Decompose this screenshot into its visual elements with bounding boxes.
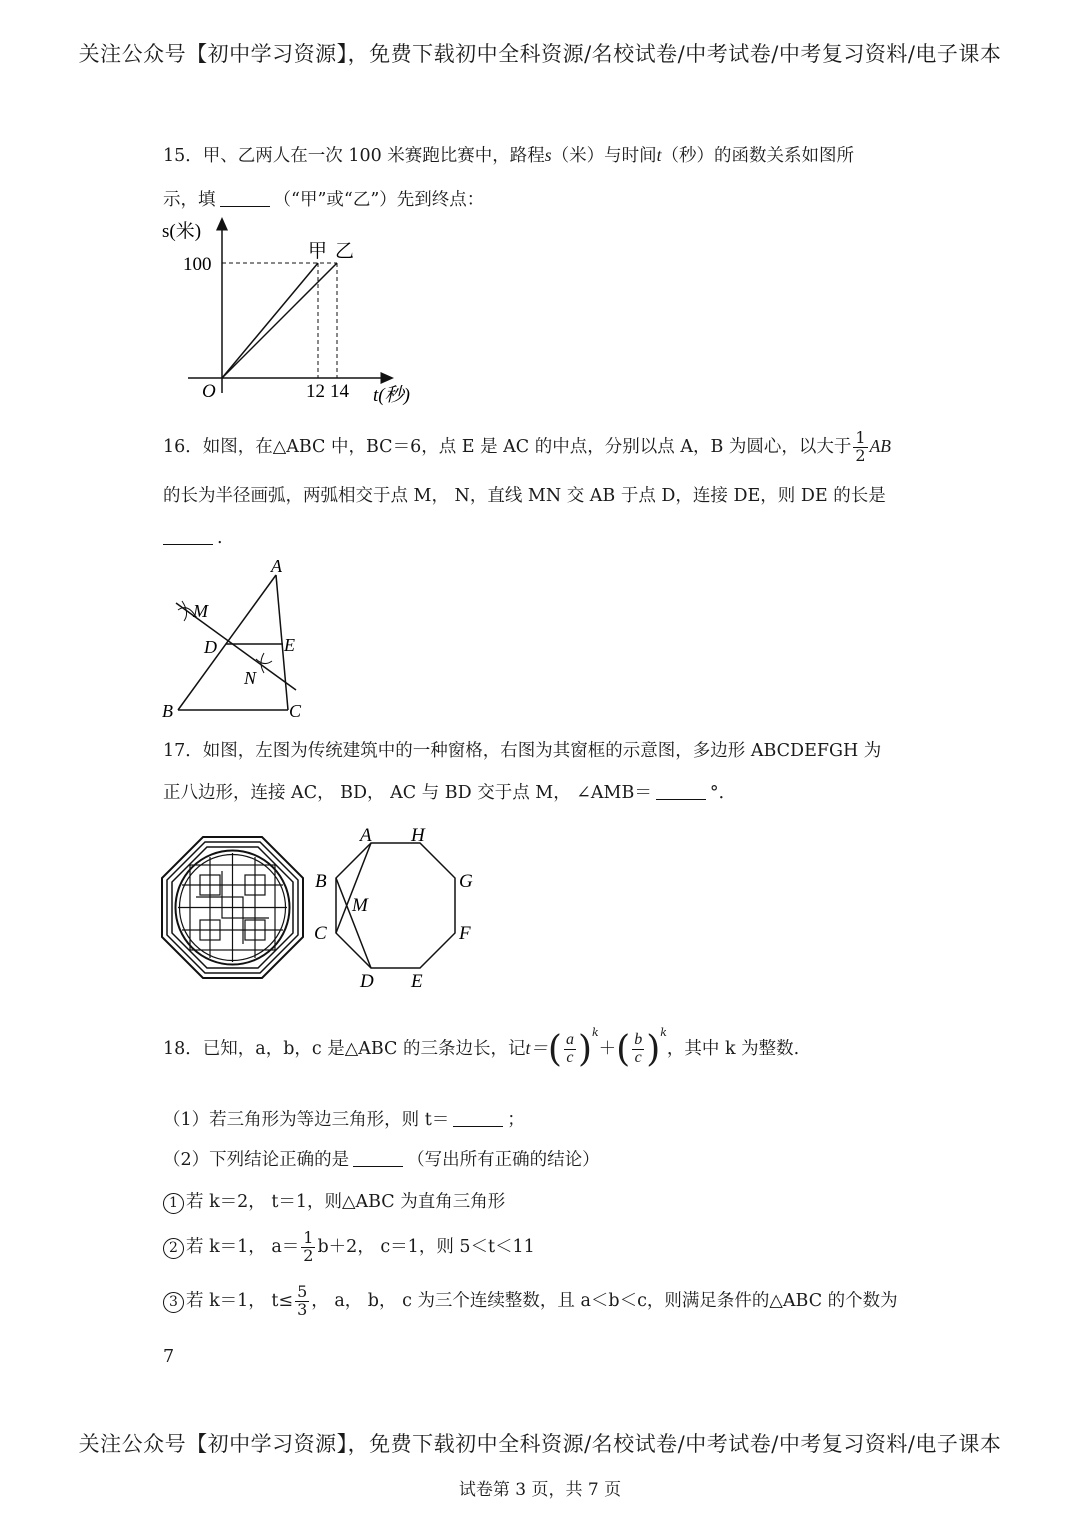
answer-blank bbox=[353, 1166, 403, 1167]
x-tick-12: 12 bbox=[306, 381, 325, 402]
line-jia bbox=[222, 263, 318, 378]
q18-intro: 18．已知，a，b，c 是△ABC 的三条边长，记t＝( $\frac{a}{c}$ )$^k$＋( $\frac{b}{c}$ )$^k$，其中 k 为整数. bbox=[163, 1026, 800, 1070]
x-axis-label: t(秒) bbox=[373, 385, 410, 406]
q18-choice-3-tail: 7 bbox=[163, 1347, 175, 1367]
fraction-half: $\frac{1}{2}$ bbox=[855, 428, 866, 465]
label-C: C bbox=[314, 923, 327, 944]
circled-number-2: 2 bbox=[163, 1238, 184, 1259]
top-banner: 关注公众号【初中学习资源】，免费下载初中全科资源/名校试卷/中考试卷/中考复习资料/电子课本 bbox=[78, 42, 1002, 66]
window-lattice-image bbox=[160, 835, 305, 980]
label-F: F bbox=[459, 923, 471, 944]
origin-label: O bbox=[202, 381, 216, 402]
q16-line2: 的长为半径画弧，两弧相交于点 M， N，直线 MN 交 AB 于点 D，连接 DE，则 DE 的长是 bbox=[163, 486, 886, 506]
label-H: H bbox=[411, 825, 425, 846]
label-M: M bbox=[193, 601, 208, 621]
octagon-figure bbox=[310, 825, 485, 995]
label-B: B bbox=[162, 701, 173, 721]
q18-choice-1: 1 若 k＝2， t＝1，则△ABC 为直角三角形 bbox=[163, 1188, 505, 1214]
q16-figure bbox=[160, 555, 320, 725]
q18-part1: （1）若三角形为等边三角形，则 t＝ ； bbox=[163, 1110, 525, 1130]
diagonal-AC bbox=[336, 843, 371, 933]
q18-choice-2: 2 若 k＝1， a＝ $\frac{1}{2}$ b＋2， c＝1，则 5＜t＜11 bbox=[163, 1230, 535, 1265]
q16-line1: 16．如图，在△ABC 中，BC＝6，点 E 是 AC 的中点，分别以点 A，B 为圆心，以大于 $\frac{1}{2}$ AB bbox=[163, 428, 891, 465]
bottom-banner: 关注公众号【初中学习资源】，免费下载初中全科资源/名校试卷/中考试卷/中考复习资料/电子课本 bbox=[78, 1432, 1002, 1456]
label-A: A bbox=[271, 556, 282, 576]
q15-line2: 示，填 （“甲”或“乙”）先到终点： bbox=[163, 190, 485, 210]
label-A: A bbox=[360, 825, 372, 846]
q15-graph bbox=[150, 215, 450, 415]
q17-line2: 正八边形，连接 AC， BD， AC 与 BD 交于点 M， ∠AMB＝ °． bbox=[163, 783, 737, 803]
label-B: B bbox=[315, 871, 327, 892]
q15-line1: 15．甲、乙两人在一次 100 米赛跑比赛中，路程s（米）与时间t（秒）的函数关系如图所 bbox=[163, 145, 854, 166]
line-yi bbox=[222, 263, 337, 378]
q16-line3: . bbox=[163, 528, 223, 548]
answer-blank bbox=[163, 544, 213, 545]
diagonal-BD bbox=[336, 878, 371, 968]
label-N: N bbox=[244, 668, 257, 688]
label-C: C bbox=[289, 701, 302, 721]
label-M: M bbox=[352, 895, 368, 916]
page-number: 试卷第 3 页，共 7 页 bbox=[458, 1480, 622, 1500]
y-tick-100: 100 bbox=[183, 254, 212, 275]
answer-blank bbox=[453, 1126, 503, 1127]
label-E: E bbox=[284, 635, 295, 655]
label-G: G bbox=[459, 871, 473, 892]
label-D: D bbox=[204, 637, 217, 657]
q18-part2: （2）下列结论正确的是 （写出所有正确的结论） bbox=[163, 1150, 600, 1170]
label-D: D bbox=[360, 971, 374, 992]
x-tick-14: 14 bbox=[330, 381, 349, 402]
q17-line1: 17．如图，左图为传统建筑中的一种窗格，右图为其窗框的示意图，多边形 ABCDEFGH 为 bbox=[163, 741, 882, 761]
y-axis-label: s(米) bbox=[162, 221, 202, 242]
label-jia: 甲 bbox=[308, 241, 328, 262]
answer-blank bbox=[656, 799, 706, 800]
circled-number-3: 3 bbox=[163, 1292, 184, 1313]
circled-number-1: 1 bbox=[163, 1193, 184, 1214]
q18-choice-3: 3 若 k＝1， t≤ $\frac{5}{3}$ ， a， b， c 为三个连续整数，且 a＜b＜c，则满足条件的△ABC 的个数为 bbox=[163, 1284, 898, 1319]
label-yi: 乙 bbox=[335, 241, 355, 262]
label-E: E bbox=[411, 971, 423, 992]
answer-blank bbox=[220, 206, 270, 207]
